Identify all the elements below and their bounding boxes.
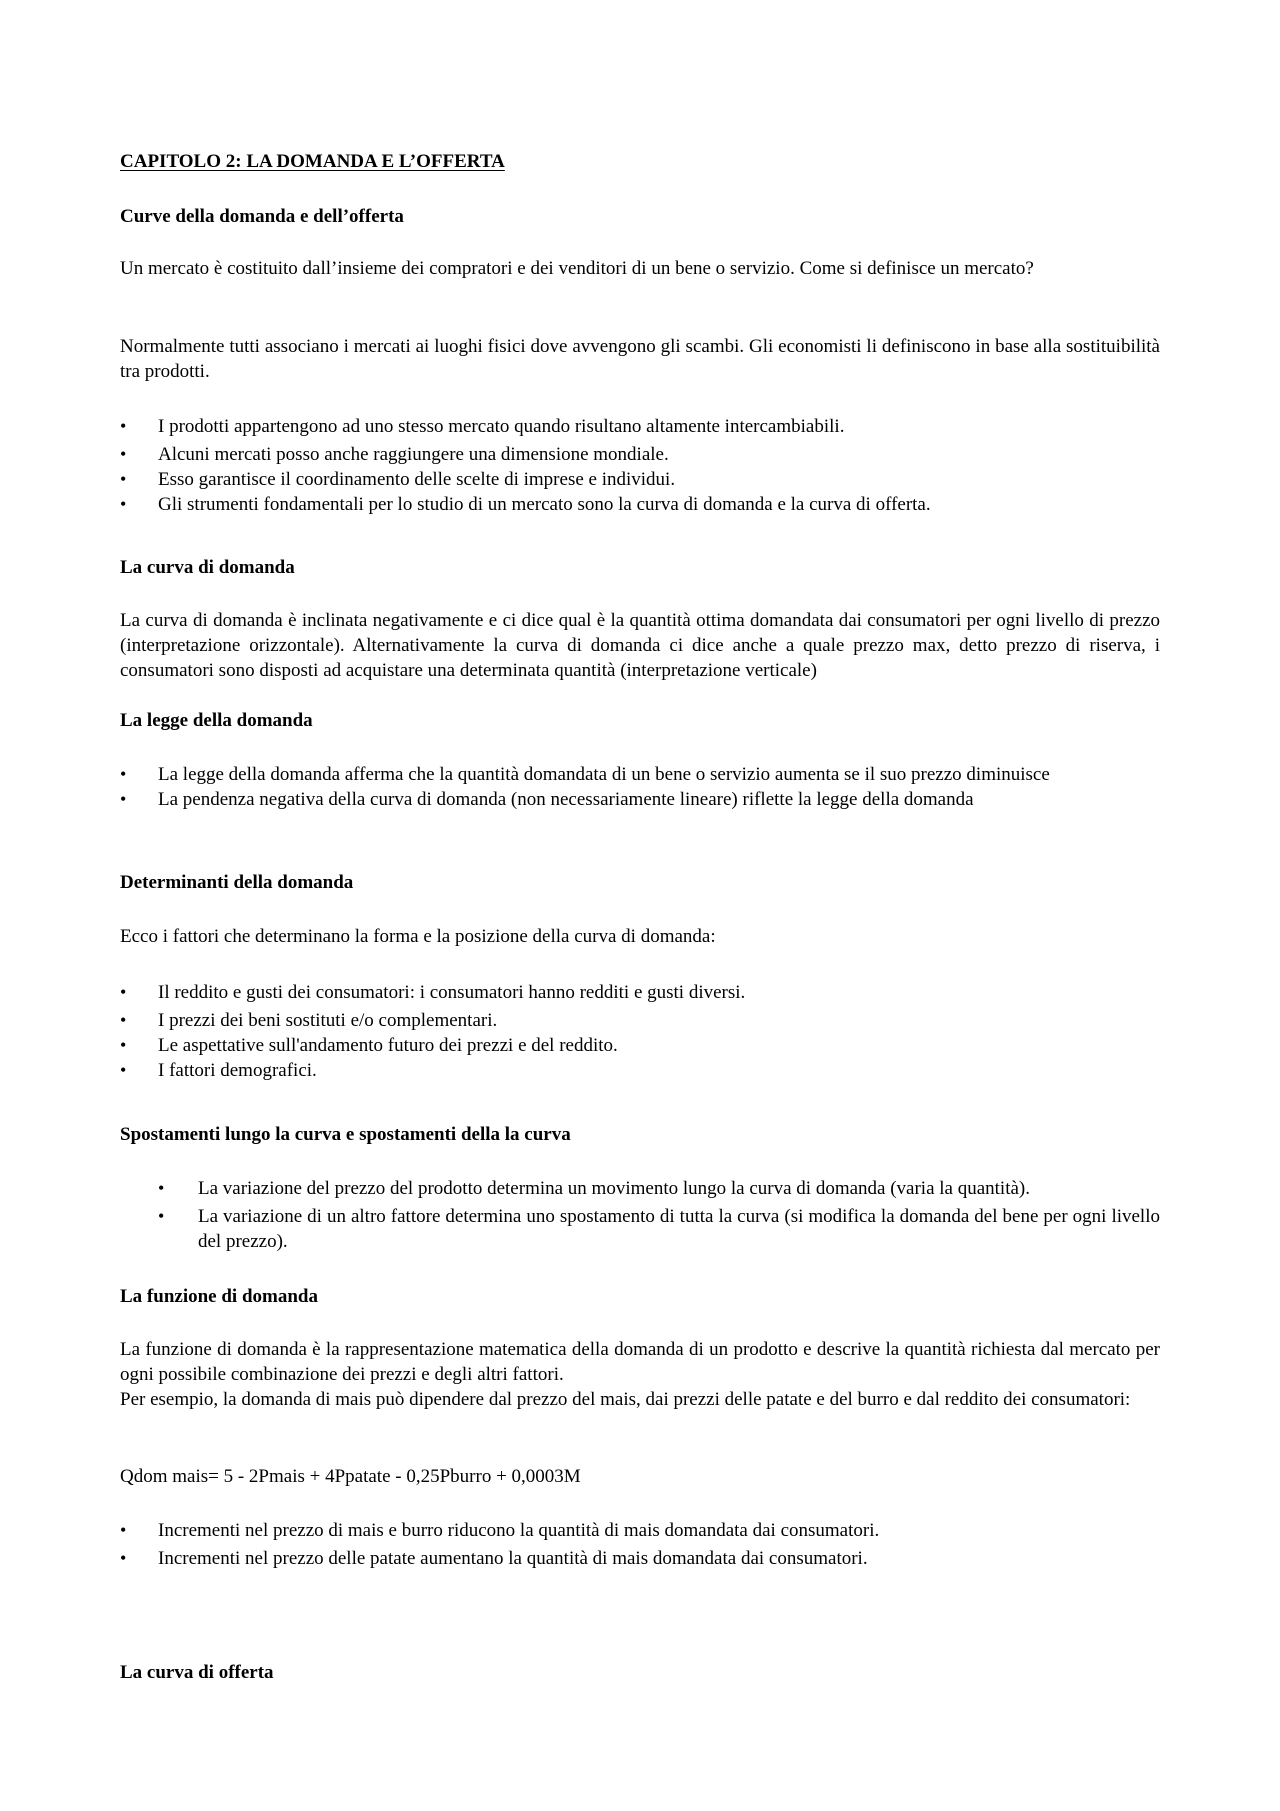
bullet-list-determinants xyxy=(120,980,1160,1083)
list-item: • Gli strumenti fondamentali per lo studio di un mercato sono la curva di domanda e la curva di offerta. xyxy=(120,494,931,515)
demand-formula: Qdom mais= 5 - 2Pmais + 4Ppatate - 0,25Pburro + 0,0003M xyxy=(120,1466,581,1487)
bullet-list-demand-function xyxy=(120,1518,1160,1571)
bullet-icon: • xyxy=(158,1178,165,1198)
paragraph-market-definition: Un mercato è costituito dall’insieme dei compratori e dei venditori di un bene o servizio. Come si definisce un mercato? xyxy=(120,258,1034,279)
section-heading-determinants: Determinanti della domanda xyxy=(120,872,354,893)
bullet-icon: • xyxy=(120,416,127,436)
list-item: • La pendenza negativa della curva di domanda (non necessariamente lineare) riflette la legge della domanda xyxy=(120,789,974,810)
paragraph-determinants: Ecco i fattori che determinano la forma e la posizione della curva di domanda: xyxy=(120,926,716,947)
section-heading-supply-curve: La curva di offerta xyxy=(120,1662,274,1683)
list-item: • I fattori demografici. xyxy=(120,1060,317,1081)
bullet-list-market xyxy=(120,414,1160,517)
bullet-icon: • xyxy=(120,494,127,514)
paragraph-demand-curve: La curva di domanda è inclinata negativamente e ci dice qual è la quantità ottima domandata dai consumatori per ogni livello di prezzo (interpretazione orizzontale). Alternativamente la curva di domanda ci dice anche a quale prezzo max, detto prezzo di riserva, i consumatori sono disposti ad acquistare una determinata quantità (interpretazione verticale) xyxy=(120,610,1160,681)
bullet-icon: • xyxy=(120,1548,127,1568)
bullet-icon: • xyxy=(120,1520,127,1540)
list-item: • I prezzi dei beni sostituti e/o complementari. xyxy=(120,1010,498,1031)
paragraph-demand-function: La funzione di domanda è la rappresentazione matematica della domanda di un prodotto e descrive la quantità richiesta dal mercato per ogni possibile combinazione dei prezzi e degli altri fattori. xyxy=(120,1339,1160,1385)
list-item: • Il reddito e gusti dei consumatori: i consumatori hanno redditi e gusti diversi. xyxy=(120,982,746,1003)
bullet-icon: • xyxy=(120,789,127,809)
bullet-icon: • xyxy=(158,1206,165,1226)
list-item: • Esso garantisce il coordinamento delle scelte di imprese e individui. xyxy=(120,469,676,490)
list-item: • La legge della domanda afferma che la quantità domandata di un bene o servizio aumenta se il suo prezzo diminuisce xyxy=(120,764,1050,785)
list-item: • La variazione del prezzo del prodotto determina un movimento lungo la curva di domanda (varia la quantità). xyxy=(158,1178,1031,1199)
bullet-icon: • xyxy=(120,764,127,784)
section-heading-demand-law: La legge della domanda xyxy=(120,710,313,731)
bullet-icon: • xyxy=(120,1035,127,1055)
list-item: • I prodotti appartengono ad uno stesso mercato quando risultano altamente intercambiabili. xyxy=(120,416,845,437)
section-heading-demand-function: La funzione di domanda xyxy=(120,1286,318,1307)
section-heading-demand-curve: La curva di domanda xyxy=(120,557,295,578)
paragraph-market-economists: Normalmente tutti associano i mercati ai luoghi fisici dove avvengono gli scambi. Gli economisti li definiscono in base alla sostituibilità tra prodotti. xyxy=(120,336,1160,382)
bullet-icon: • xyxy=(120,1010,127,1030)
bullet-list-demand-law xyxy=(120,762,1160,812)
chapter-title: CAPITOLO 2: LA DOMANDA E L’OFFERTA xyxy=(120,151,505,172)
paragraph-demand-example: Per esempio, la domanda di mais può dipendere dal prezzo del mais, dai prezzi delle patate e del burro e dal reddito dei consumatori: xyxy=(120,1389,1131,1410)
list-item: • La variazione di un altro fattore determina uno spostamento di tutta la curva (si modifica la domanda del bene per ogni livello del prezzo). xyxy=(158,1206,1160,1252)
list-item: • Le aspettative sull'andamento futuro dei prezzi e del reddito. xyxy=(120,1035,618,1056)
list-item: • Incrementi nel prezzo di mais e burro riducono la quantità di mais domandata dai consumatori. xyxy=(120,1520,880,1541)
bullet-icon: • xyxy=(120,469,127,489)
bullet-list-shifts xyxy=(120,1176,1160,1254)
list-item: • Alcuni mercati posso anche raggiungere una dimensione mondiale. xyxy=(120,444,669,465)
section-heading-curves: Curve della domanda e dell’offerta xyxy=(120,206,404,227)
bullet-icon: • xyxy=(120,982,127,1002)
section-heading-shifts: Spostamenti lungo la curva e spostamenti della la curva xyxy=(120,1124,571,1145)
bullet-icon: • xyxy=(120,1060,127,1080)
bullet-icon: • xyxy=(120,444,127,464)
list-item: • Incrementi nel prezzo delle patate aumentano la quantità di mais domandata dai consumatori. xyxy=(120,1548,868,1569)
